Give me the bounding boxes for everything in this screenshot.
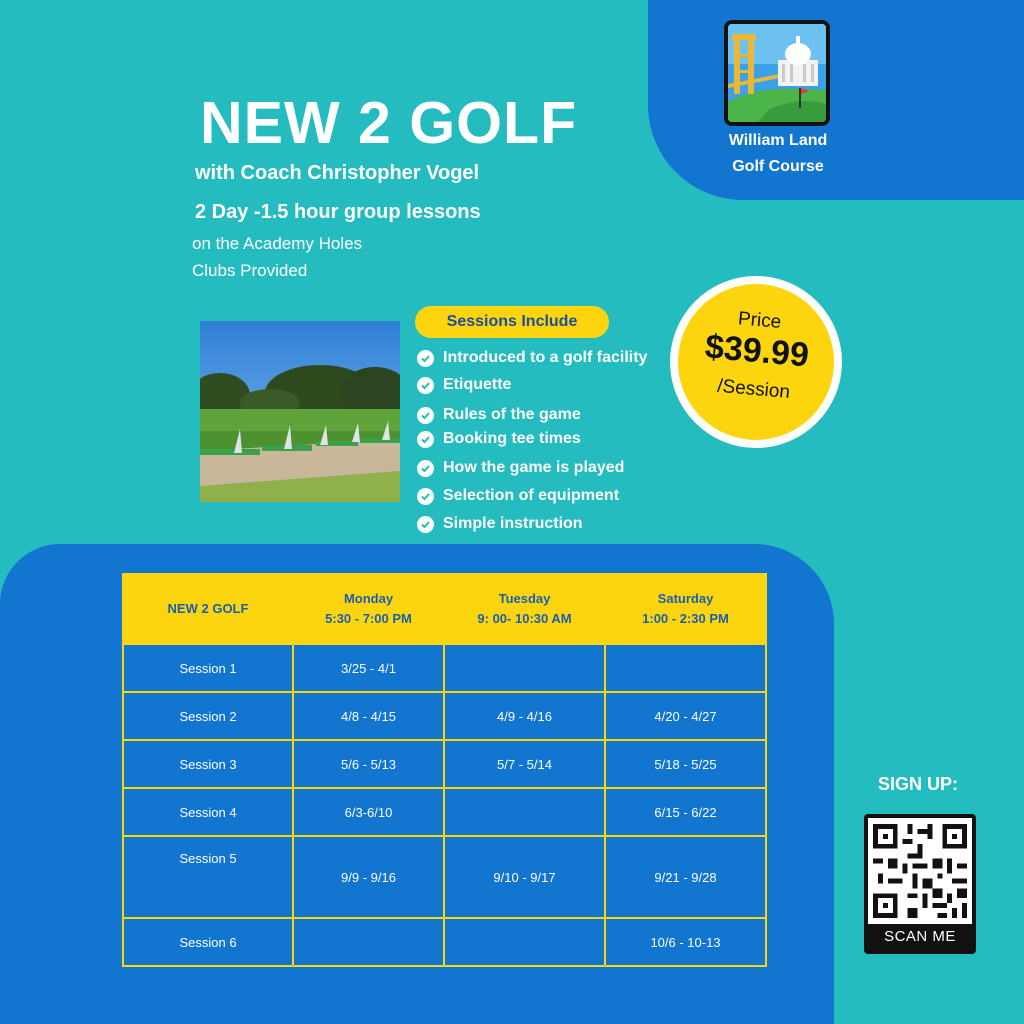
session-label: Session 2 (123, 692, 293, 740)
checkmark-icon (417, 460, 434, 477)
monday-dates: 5/6 - 5/13 (293, 740, 444, 788)
include-item (417, 349, 647, 367)
include-item (417, 430, 581, 448)
include-item (417, 376, 511, 394)
session-label: Session 6 (123, 918, 293, 966)
tuesday-dates: 4/9 - 4/16 (444, 692, 605, 740)
course-name-line1: William Land (728, 132, 828, 149)
lesson-format: 2 Day -1.5 hour group lessons (195, 201, 481, 223)
saturday-dates: 5/18 - 5/25 (605, 740, 766, 788)
include-item-label: Rules of the game (443, 406, 581, 423)
include-item (417, 459, 624, 477)
checkmark-icon (417, 407, 434, 424)
include-item-label: Simple instruction (443, 515, 583, 532)
monday-dates: 6/3-6/10 (293, 788, 444, 836)
checkmark-icon (417, 350, 434, 367)
saturday-dates: 10/6 - 10-13 (605, 918, 766, 966)
detail-clubs: Clubs Provided (192, 261, 308, 280)
table-row (123, 788, 766, 836)
schedule-header-tuesday (444, 574, 605, 644)
course-logo (724, 20, 830, 126)
include-item (417, 487, 619, 505)
schedule-header-row (123, 574, 766, 644)
monday-dates (293, 918, 444, 966)
course-name-line2: Golf Course (732, 158, 824, 175)
qr-caption: SCAN ME (884, 928, 956, 945)
signup-qr-code[interactable] (864, 814, 976, 954)
table-row (123, 836, 766, 918)
page-title: NEW 2 GOLF (200, 90, 578, 156)
checkmark-icon (417, 488, 434, 505)
header-day: Tuesday (498, 591, 551, 606)
saturday-dates: 4/20 - 4/27 (605, 692, 766, 740)
header-day: Monday (343, 591, 394, 606)
monday-dates: 3/25 - 4/1 (293, 644, 444, 692)
table-row (123, 740, 766, 788)
session-label: Session 3 (123, 740, 293, 788)
price-badge (670, 276, 842, 448)
tuesday-dates: 5/7 - 5/14 (444, 740, 605, 788)
schedule-header-monday (293, 574, 444, 644)
detail-location: on the Academy Holes (192, 234, 363, 253)
checkmark-icon (417, 377, 434, 394)
checkmark-icon (417, 431, 434, 448)
sessions-include-heading: Sessions Include (415, 306, 609, 338)
include-item-label: Booking tee times (443, 430, 581, 447)
saturday-dates: 6/15 - 6/22 (605, 788, 766, 836)
include-item-label: How the game is played (443, 459, 625, 476)
schedule-header-program: NEW 2 GOLF (123, 574, 293, 644)
checkmark-icon (417, 516, 434, 533)
tuesday-dates (444, 788, 605, 836)
table-row (123, 644, 766, 692)
qr-code-icon (868, 818, 972, 924)
driving-range-photo (200, 321, 400, 502)
header-time: 5:30 - 7:00 PM (325, 611, 412, 626)
session-label: Session 1 (123, 644, 293, 692)
price-badge-inner (671, 277, 840, 446)
session-label: Session 4 (123, 788, 293, 836)
saturday-dates (605, 644, 766, 692)
monday-dates: 9/9 - 9/16 (293, 836, 444, 918)
signup-label: SIGN UP: (878, 774, 959, 794)
include-item-label: Introduced to a golf facility (443, 349, 648, 366)
include-item (417, 406, 581, 424)
header-time: 1:00 - 2:30 PM (642, 611, 729, 626)
table-row (123, 918, 766, 966)
tuesday-dates (444, 918, 605, 966)
price-amount: $39.99 (703, 327, 811, 375)
price-unit: /Session (716, 375, 791, 404)
header-day: Saturday (657, 591, 714, 606)
monday-dates: 4/8 - 4/15 (293, 692, 444, 740)
schedule-table (122, 573, 767, 967)
price-label: Price (737, 308, 783, 334)
header-time: 9: 00- 10:30 AM (477, 611, 572, 626)
schedule-header-saturday (605, 574, 766, 644)
course-name (700, 128, 856, 180)
include-item-label: Etiquette (443, 376, 512, 393)
coach-subtitle: with Coach Christopher Vogel (195, 162, 480, 184)
include-item-label: Selection of equipment (443, 487, 620, 504)
tuesday-dates: 9/10 - 9/17 (444, 836, 605, 918)
saturday-dates: 9/21 - 9/28 (605, 836, 766, 918)
include-item (417, 515, 583, 533)
table-row (123, 692, 766, 740)
tuesday-dates (444, 644, 605, 692)
session-label: Session 5 (123, 836, 293, 918)
